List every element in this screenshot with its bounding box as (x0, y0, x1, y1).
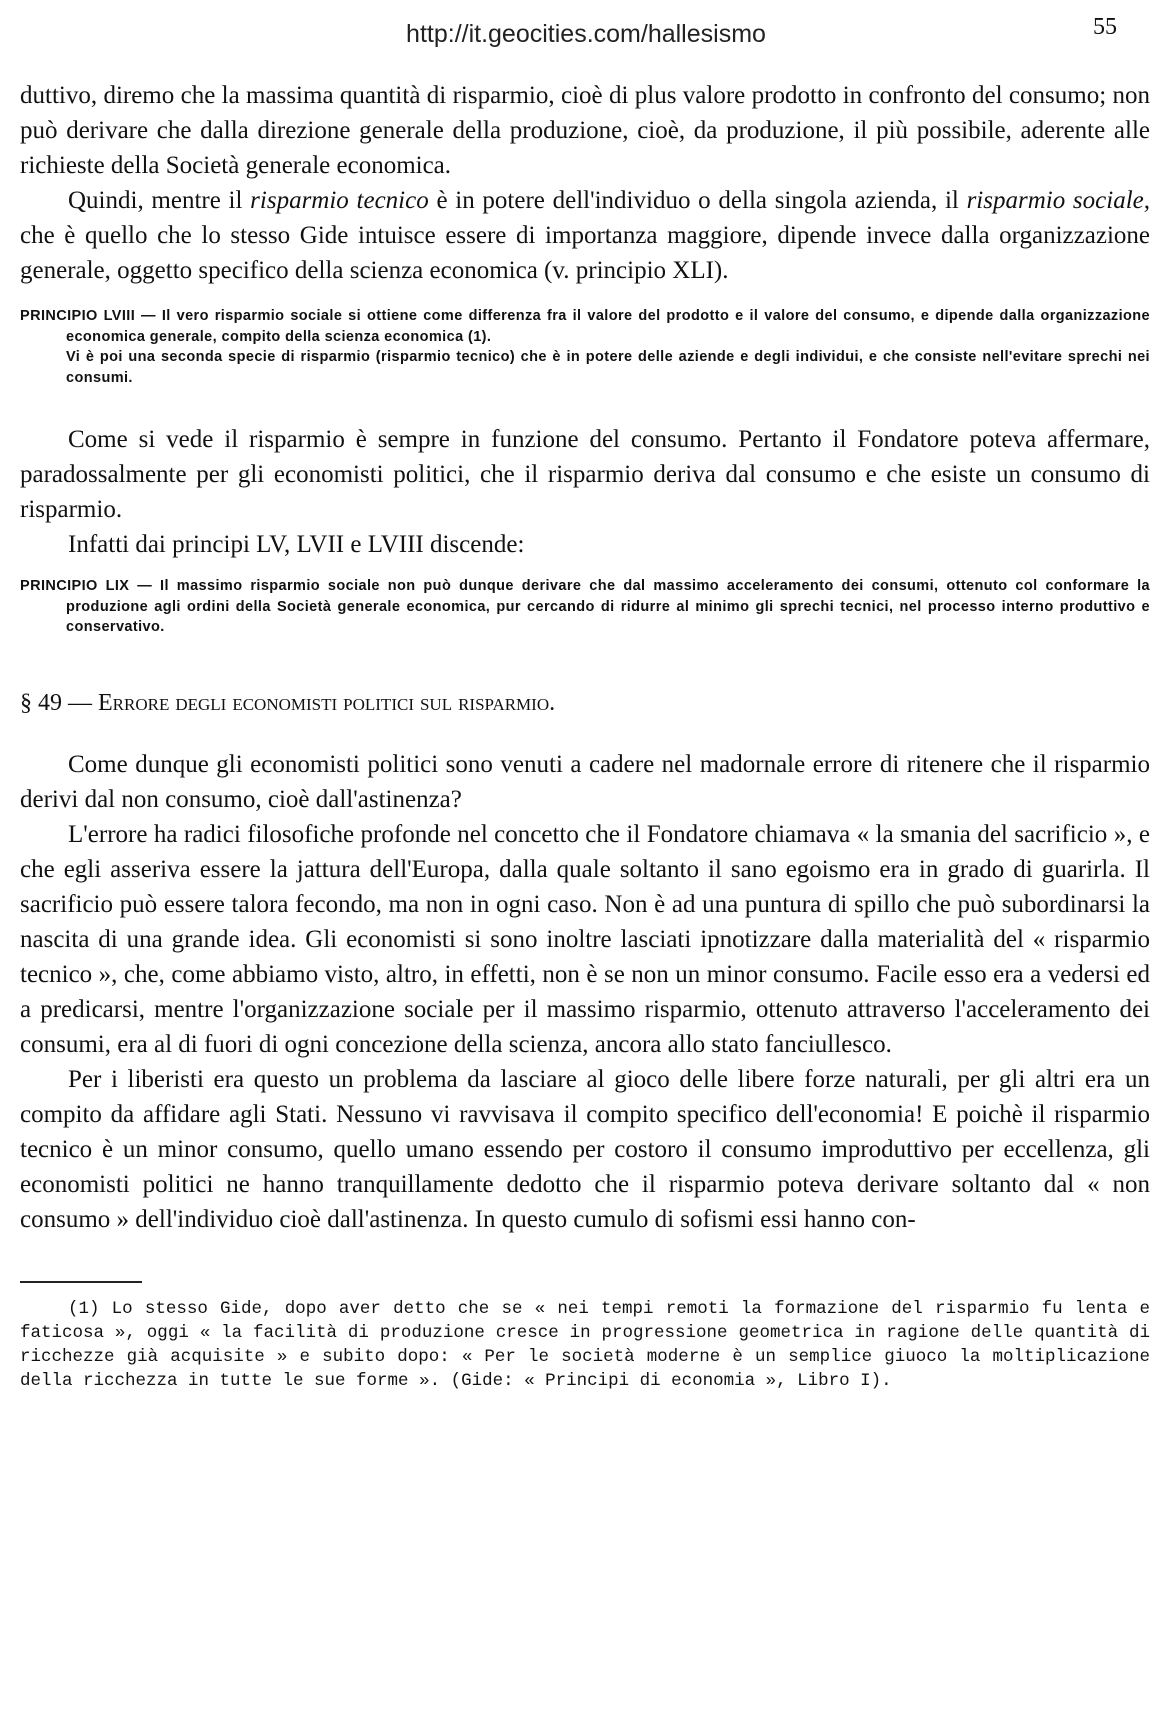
paragraph-7: Per i liberisti era questo un problema da lasciare al gioco delle libere forze naturali, per gli altri era un compito da affidare agli Stati. Nessuno vi ravvisava il compito specifico dell'economia! E poichè il risparmio tecnico è un minor consumo, quello umano essendo per costoro il consumo improduttivo per eccellenza, gli economisti politici ne hanno tranquillamente dedotto che il risparmio poteva derivare soltanto dal « non consumo » dell'individuo cioè dall'astinenza. In questo cumulo di sofismi essi hanno con- (20, 1065, 1150, 1233)
page-number: 55 (1093, 14, 1117, 40)
paragraph-2-text-e: che è quello che lo stesso Gide intuisce essere di importanza maggiore, dipende invece dalla organizzazione generale, oggetto specifico della scienza economica (v. principio XLI). (20, 222, 1150, 284)
page-content (20, 78, 1150, 1393)
risparmio-tecnico-term: risparmio tecnico (250, 187, 429, 214)
principle-lix (20, 576, 1150, 638)
principle-lviii (20, 306, 1150, 388)
footnote-divider (20, 1281, 142, 1283)
paragraph-2-text-a: Quindi, mentre il (68, 187, 251, 214)
paragraph-2 (20, 183, 1150, 288)
footnote-1: (1) Lo stesso Gide, dopo aver detto che se « nei tempi remoti la formazione del risparmio fu lenta e faticosa », oggi « la facilità di produzione cresce in progressione geometrica in ragione delle quantità di ricchezze già acquisite » e subito dopo: « Per le società moderne è un semplice giuoco la moltiplicazione della ricchezza in tutte le sue forme ». (Gide: « Principi di economia », Libro I). (20, 1298, 1150, 1391)
principle-lix-main: PRINCIPIO LIX — Il massimo risparmio sociale non può dunque derivare che dal massimo acceleramento dei consumi, ottenuto col conformare la produzione agli ordini della Società generale economica, pur cercando di ridurre al minimo gli sprechi tecnici, nel processo interno produttivo e conservativo. (20, 578, 1150, 635)
paragraph-1: duttivo, diremo che la massima quantità di risparmio, cioè di plus valore prodotto in confronto del consumo; non può derivare che dalla direzione generale della produzione, cioè, da produzione, il più possibile, aderente alle richieste della Società generale economica. (20, 82, 1150, 179)
paragraph-2-text-c: è in potere dell'individuo o della singola azienda, il (428, 187, 967, 214)
risparmio-sociale-term: risparmio sociale, (966, 187, 1150, 214)
paragraph-3: Come si vede il risparmio è sempre in funzione del consumo. Pertanto il Fondatore poteva affermare, paradossalmente per gli economisti politici, che il risparmio deriva dal consumo e che esiste un consumo di risparmio. (20, 426, 1150, 523)
section-heading (20, 690, 1150, 717)
paragraph-5: Come dunque gli economisti politici sono venuti a cadere nel madornale errore di ritenere che il risparmio derivi dal non consumo, cioè dall'astinenza? (20, 750, 1150, 813)
paragraph-6: L'errore ha radici filosofiche profonde nel concetto che il Fondatore chiamava « la smania del sacrificio », e che egli asseriva essere la jattura dell'Europa, dalla quale soltanto il sano egoismo era in grado di guarirla. Il sacrificio può essere talora fecondo, ma non in ogni caso. Non è ad una puntura di spillo che può subordinarsi la nascita di una grande idea. Gli economisti si sono inoltre lasciati ipnotizzare dalla materialità del « risparmio tecnico », che, come abbiamo visto, altro, in effetti, non è se non un minor consumo. Facile esso era a vedersi ed a predicarsi, mentre l'organizzazione sociale per il massimo risparmio, ottenuto attraverso l'acceleramento dei consumi, era al di fuori di ogni concezione della scienza, ancora allo stato fanciullesco. (20, 820, 1150, 1058)
paragraph-4: Infatti dai principi LV, LVII e LVIII discende: (68, 531, 525, 558)
section-title: Errore degli economisti politici sul risparmio. (98, 689, 556, 716)
header-url: http://it.geocities.com/hallesismo (406, 20, 766, 48)
principle-lviii-main: PRINCIPIO LVIII — Il vero risparmio sociale si ottiene come differenza fra il valore del prodotto e il valore del consumo, e dipende dalla organizzazione economica generale, compito della scienza economica (1). (20, 308, 1150, 345)
principle-lviii-sub: Vi è poi una seconda specie di risparmio (risparmio tecnico) che è in potere delle aziende e degli individui, e che consiste nell'evitare sprechi nei consumi. (66, 349, 1150, 386)
section-number: § 49 — (20, 689, 92, 716)
